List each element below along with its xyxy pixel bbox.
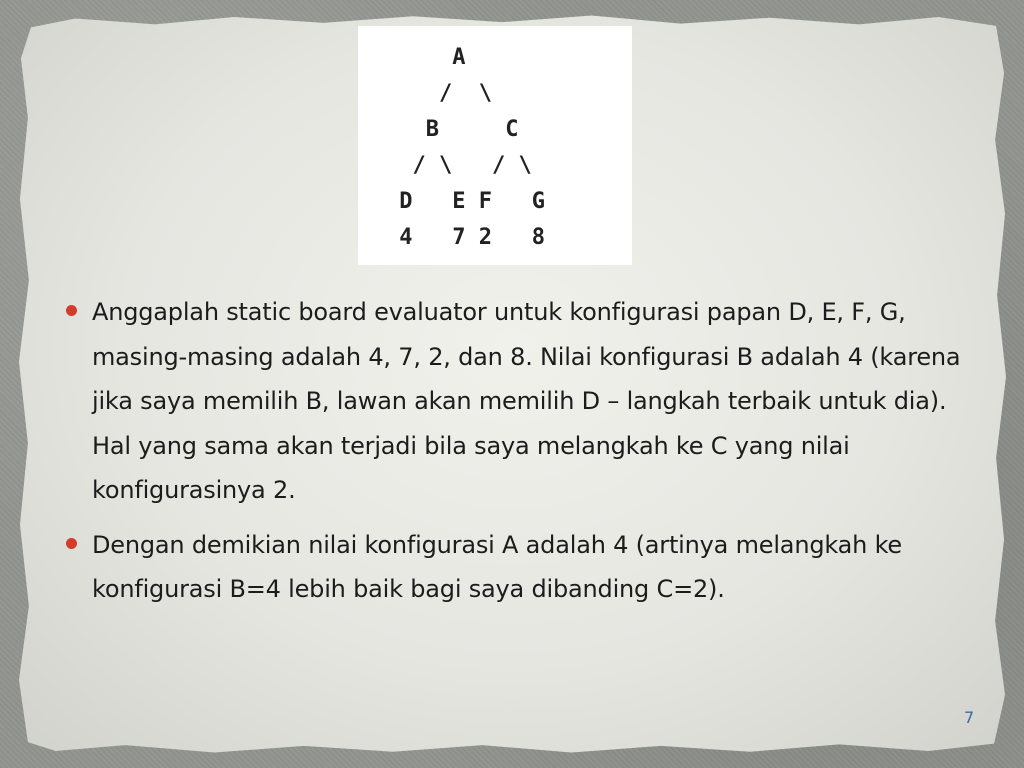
game-tree-diagram: [358, 26, 632, 265]
bullet-item-2: [66, 523, 966, 612]
bullet-item-1: [66, 290, 966, 513]
game-tree-text: A / \ B C / \ / \ D E F G 4 7 2 8: [399, 45, 545, 250]
bullet-dot-icon: [66, 538, 77, 549]
bullet-list: [66, 290, 966, 622]
bullet-dot-icon: [66, 305, 77, 316]
bullet-text-2: Dengan demikian nilai konfigurasi A adalah 4 (artinya melangkah ke konfigurasi B=4 lebih baik bagi saya dibanding C=2).: [92, 530, 902, 603]
page-number: 7: [964, 708, 975, 727]
bullet-text-1: Anggaplah static board evaluator untuk konfigurasi papan D, E, F, G, masing-masing adalah 4, 7, 2, dan 8. Nilai konfigurasi B adalah 4 (karena jika saya memilih B, lawan akan memilih D – langkah terbaik untuk dia). Hal yang sama akan terjadi bila saya melangkah ke C yang nilai konfigurasinya 2.: [92, 298, 961, 504]
